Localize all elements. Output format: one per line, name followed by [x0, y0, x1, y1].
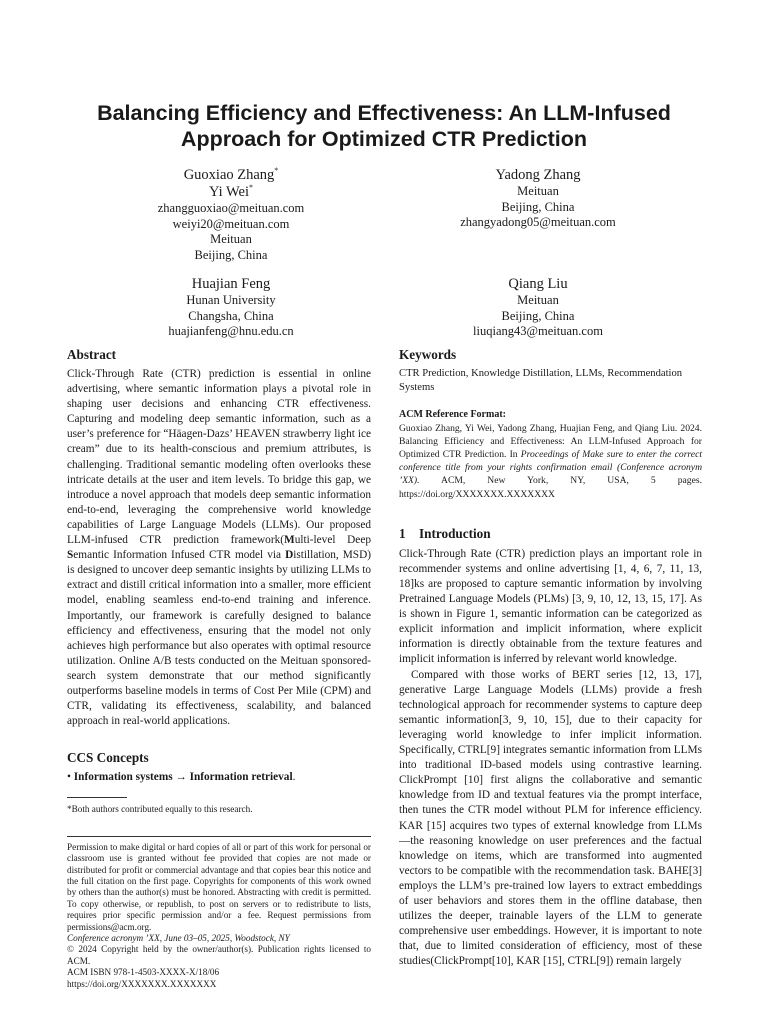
abstract-part: ulti-level Deep — [294, 534, 371, 547]
author-affiliation: Meituan — [210, 232, 252, 246]
author-name: Yi Wei — [208, 184, 250, 200]
title-line-1: Balancing Efficiency and Effectiveness: An LLM-Infused — [97, 101, 671, 125]
paper-title — [60, 100, 708, 152]
author-location: Beijing, China — [501, 308, 575, 323]
abstract-part: istillation, MSD) is designed to uncover deep semantic insights by utilizing LLMs to extract and distill critical information into a smaller, more efficient model, enabling seamless end-to-end training and inference. Importantly, our framework is carefully designed to balance efficiency and effectiveness, ensuring that the model not only achieves high performance but also operates with optimal resource utilization. Online A/B tests conducted on the Meituan sponsored-search system demonstrate that our method significantly outperforms baseline models in terms of Cost Per Mile (CPM) and CTR, validating its effectiveness, scalability, and balanced approach in real-world applications. — [67, 549, 372, 728]
abstract-heading: Abstract — [67, 347, 117, 362]
equal-contribution-mark: * — [274, 166, 279, 176]
conference-info: Conference acronym ’XX, June 03–05, 2025, Woodstock, NY — [67, 933, 290, 943]
keywords-text: CTR Prediction, Knowledge Distillation, LLMs, Recommendation Systems — [399, 368, 683, 394]
acm-reference-part: Guoxiao Zhang, Yi Wei, Yadong Zhang, Huajian Feng, and Qiang Liu. 2024. Balancing Efficiency and Effectiveness: An LLM-Infused Approach for Optimized CTR Prediction. In — [399, 422, 702, 460]
author-block-2 — [426, 166, 650, 231]
author-location: Beijing, China — [194, 247, 268, 262]
intro-paragraph-2: Compared with those works of BERT series [12, 13, 17], generative Large Language Models (LLMs) provide a fresh technological approach for recommender systems to capture deep semantic information[3, 9, 10, 15], due to their capacity for leveraging world knowledge to infer implicit information. Specifically, CTRL[9] integrates semantic information from LLMs into traditional ID-based models using contrastive learning. ClickPrompt [10] first aligns the collaborative and semantic knowledge from ID and textual features via the prompt interface, then tunes the CTR model without PLM for inference efficiency. KAR [15] acquires two types of external knowledge from LLMs—the reasoning knowledge on user preferences and the factual knowledge on items, which are transformed into augmented vectors to be compatible with the recommendation task. BAHE[3] employs the LLM’s pre-trained low layers to extract embeddings of user behaviors and stores them in the offline database, then utilizes the deeper, trainable layers of the LLM to generate comprehensive user embeddings. However, it is important to note that, due to limited consideration of efficiency, most of these studies(ClickPrompt[10], KAR [15], CTRL[9]) remain largely — [399, 668, 702, 968]
section-number: 1 — [399, 525, 406, 541]
acronym-letter: S — [67, 549, 74, 562]
isbn: ACM ISBN 978-1-4503-XXXX-X/18/06 — [67, 967, 220, 978]
keywords-heading: Keywords — [399, 347, 457, 362]
author-email[interactable]: huajianfeng@hnu.edu.cn — [168, 324, 294, 338]
permission-text: Permission to make digital or hard copies of all or part of this work for personal or classroom use is granted without fee provided that copies are not made or distributed for profit or commercial advantage and that copies bear this notice and the full citation on the first page. Copyrights for components of this work owned by others than the author(s) must be honored. Abstracting with credit is permitted. To copy otherwise, or republish, to post on servers or to redistribute to lists, requires prior specific permission and/or a fee. Request permissions from permissions@acm.org. — [67, 841, 371, 932]
section-title: Introduction — [419, 525, 491, 541]
author-location: Beijing, China — [501, 199, 575, 214]
acm-reference-part: ACM, New York, NY, USA, 5 pages. https://doi.org/XXXXXXX.XXXXXXX — [399, 475, 702, 500]
copyright-notice: © 2024 Copyright held by the owner/author(s). Publication rights licensed to ACM. — [67, 944, 371, 966]
footnote: *Both authors contributed equally to this research. — [67, 804, 253, 815]
acm-reference-text — [399, 422, 702, 501]
permission-block — [67, 842, 371, 990]
ccs-concepts — [67, 770, 371, 785]
acronym-letter: M — [284, 534, 295, 547]
doi-link[interactable]: https://doi.org/XXXXXXX.XXXXXXX — [67, 978, 217, 989]
author-name: Qiang Liu — [508, 276, 568, 292]
author-name: Huajian Feng — [191, 276, 271, 292]
permission-divider — [67, 836, 371, 837]
author-block-4 — [426, 275, 650, 340]
author-name: Guoxiao Zhang — [183, 167, 275, 183]
intro-paragraph-1: Click-Through Rate (CTR) prediction plays an important role in recommender systems and online advertising [1, 4, 6, 7, 11, 13, 18]ks are proposed to capture semantic information by involving Pretrained Language Models (PLMs) [3, 9, 10, 12, 13, 15, 17]. As is shown in Figure 1, semantic information can be categorized as explicit information and implicit information, where explicit information is directly obtainable from the texture features and implicit information is inferred by relevant world knowledge. — [399, 547, 702, 666]
author-affiliation: Hunan University — [186, 293, 276, 307]
author-affiliation: Meituan — [517, 184, 559, 198]
acm-reference-proceedings: Proceedings of Make sure to enter the correct conference title from your rights confirmation email (Conference acronym ’XX). — [399, 449, 702, 487]
author-email[interactable]: zhangguoxiao@meituan.com — [157, 201, 305, 215]
footnote-divider — [67, 797, 127, 798]
right-column — [399, 346, 702, 969]
introduction-heading — [399, 525, 702, 543]
acm-reference-heading: ACM Reference Format: — [399, 408, 506, 420]
left-column — [67, 346, 371, 990]
author-block-3 — [119, 275, 343, 340]
arrow-icon: → — [172, 771, 190, 784]
author-email[interactable]: zhangyadong05@meituan.com — [460, 215, 616, 229]
abstract-part: emantic Information Infused CTR model via — [73, 549, 286, 562]
acronym-letter: D — [285, 549, 294, 562]
title-line-2: Approach for Optimized CTR Prediction — [180, 127, 588, 151]
ccs-heading: CCS Concepts — [67, 750, 149, 766]
author-location: Changsha, China — [188, 308, 274, 323]
bullet: • — [67, 771, 74, 784]
author-email[interactable]: liuqiang43@meituan.com — [473, 324, 603, 338]
abstract-part: Click-Through Rate (CTR) prediction is essential in online advertising, where semantic information plays a pivotal role in shaping user decisions and enhancing CTR effectiveness. Capturing and modeling deep semantic information, such as a user’s preference for “Häagen-Dazs’ HEAVEN strawberry light ice cream” due to its health-conscious and premium attributes, is challenging. Traditional semantic modeling often overlooks these intricate details at the user and item levels. To bridge this gap, we introduce a novel approach that models deep semantic information end-to-end, leveraging the comprehensive world knowledge capabilities of Large Language Models (LLMs). Our proposed LLM-infused CTR prediction framework( — [67, 368, 371, 547]
author-affiliation: Meituan — [517, 293, 559, 307]
ccs-item: Information retrieval — [189, 771, 293, 784]
author-block-1 — [119, 166, 343, 263]
author-email[interactable]: weiyi20@meituan.com — [172, 216, 290, 231]
ccs-item: Information systems — [73, 771, 173, 784]
equal-contribution-mark: * — [249, 183, 254, 193]
abstract-text — [67, 367, 371, 729]
author-name: Yadong Zhang — [495, 167, 581, 183]
ccs-period: . — [292, 771, 296, 784]
